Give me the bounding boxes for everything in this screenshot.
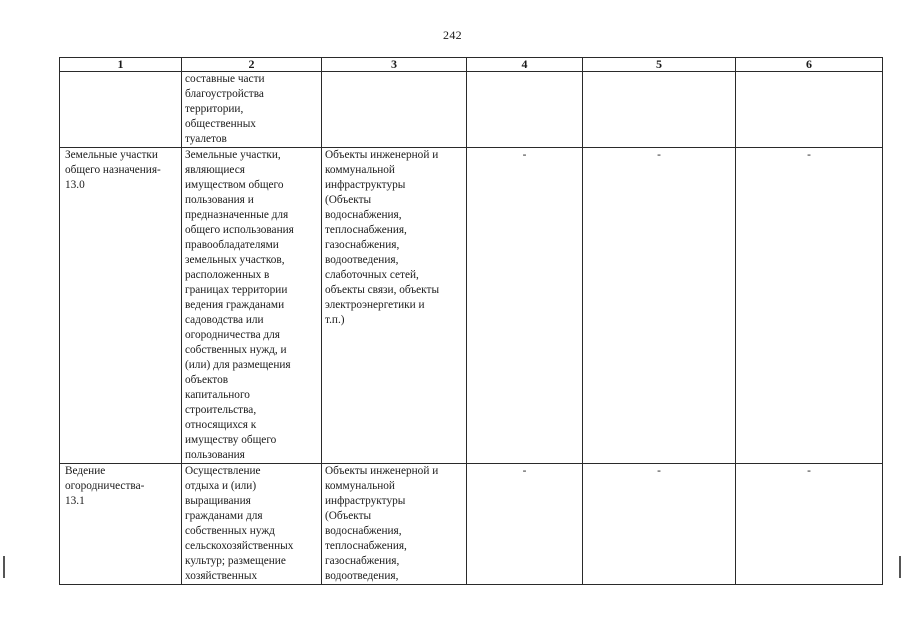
table-cell xyxy=(182,148,322,464)
table-row xyxy=(60,464,883,585)
table-row xyxy=(60,72,883,148)
column-header-3: 3 xyxy=(322,58,467,72)
table-cell xyxy=(467,464,583,585)
table-cell xyxy=(583,464,736,585)
table-cell xyxy=(736,464,883,585)
column-header-6: 6 xyxy=(736,58,883,72)
column-header-4: 4 xyxy=(467,58,583,72)
column-header-2: 2 xyxy=(182,58,322,72)
table-cell xyxy=(583,72,736,148)
table-cell xyxy=(60,148,182,464)
column-header-5: 5 xyxy=(583,58,736,72)
cell-text: Земельные участки, являющиеся имуществом общего пользования и предназначенные для общего использования правообладателями земельных участков, расположенных в границах территории ведения гражданами садоводства или огородничества для собственных нужд, и (или) для размещения объектов капитального строительства, относящихся к имуществу общего пользования xyxy=(185,149,294,461)
table-cell xyxy=(322,72,467,148)
table-cell xyxy=(736,148,883,464)
table-cell xyxy=(182,72,322,148)
cell-text: Осуществление отдыха и (или) выращивания гражданами для собственных нужд сельскохозяйственных культур; размещение хозяйственных xyxy=(185,465,294,582)
cell-text: Земельные участки общего назначения- 13.0 xyxy=(65,149,161,191)
cell-text: Объекты инженерной и коммунальной инфраструктуры (Объекты водоснабжения, теплоснабжения, газоснабжения, водоотведения, слаботочных сетей, объекты связи, объекты электроэнергетики и т.п.) xyxy=(325,149,440,326)
table-cell xyxy=(736,72,883,148)
table-header-row xyxy=(60,58,883,72)
cell-text: Объекты инженерной и коммунальной инфраструктуры (Объекты водоснабжения, теплоснабжения, газоснабжения, водоотведения, xyxy=(325,465,439,582)
cell-text: - xyxy=(522,465,527,477)
cell-text: Ведение огородничества- 13.1 xyxy=(65,465,145,507)
table-cell xyxy=(60,72,182,148)
table-cell xyxy=(467,148,583,464)
table-cell xyxy=(322,464,467,585)
column-header-1: 1 xyxy=(60,58,182,72)
cell-text: - xyxy=(657,149,661,161)
table-cell xyxy=(182,464,322,585)
cell-text: - xyxy=(657,465,661,477)
table-row xyxy=(60,148,883,464)
page-number: 242 xyxy=(443,28,462,42)
table-cell xyxy=(467,72,583,148)
cell-text: - xyxy=(807,465,811,477)
table-cell xyxy=(60,464,182,585)
land-use-table xyxy=(59,57,883,585)
table-cell xyxy=(583,148,736,464)
scan-mark-left xyxy=(3,556,5,578)
table-cell xyxy=(322,148,467,464)
cell-text: - xyxy=(807,149,811,161)
cell-text: составные части благоустройства территории, общественных туалетов xyxy=(185,73,265,145)
scan-mark-right xyxy=(899,556,901,578)
cell-text: - xyxy=(522,149,527,161)
